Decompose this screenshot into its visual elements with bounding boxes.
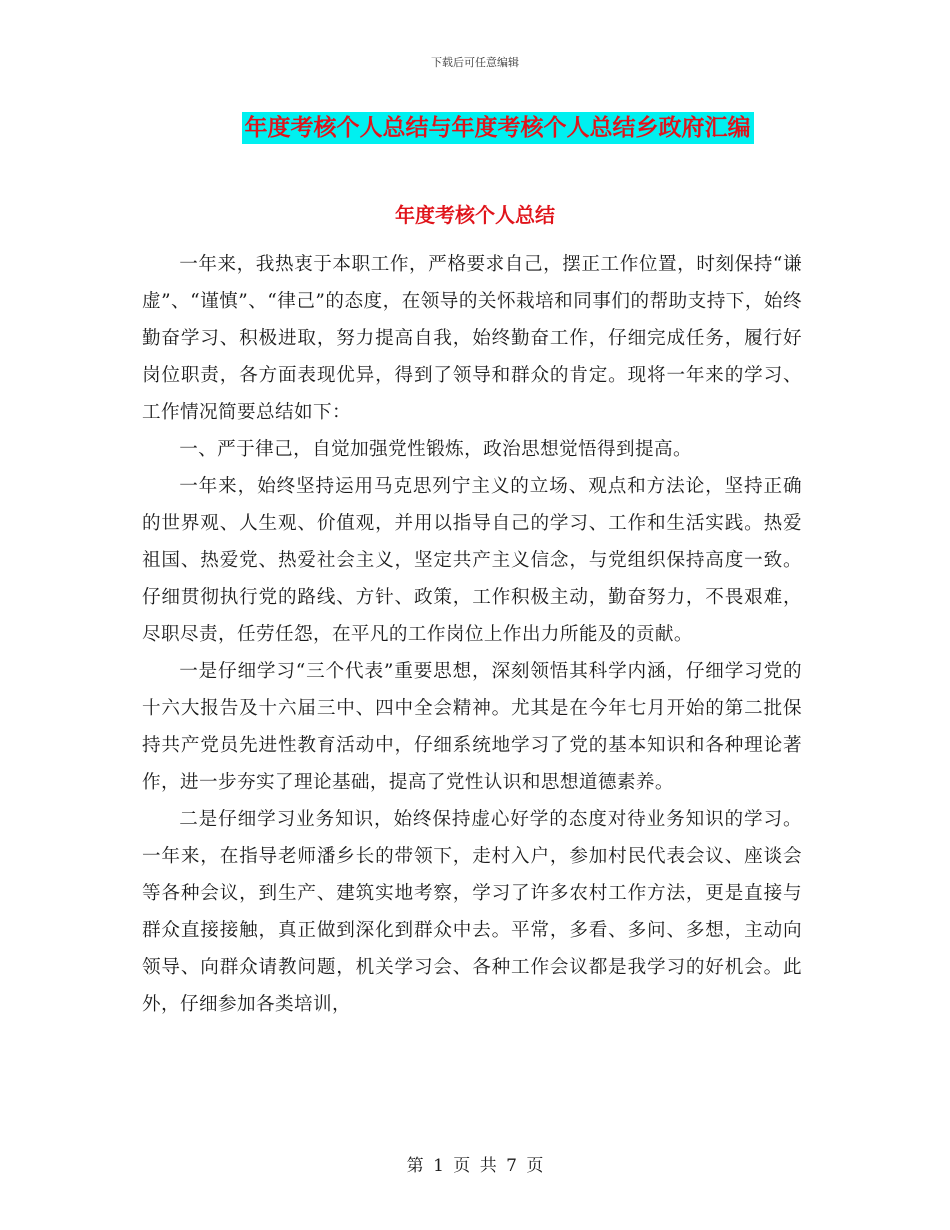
main-title-container <box>0 112 950 144</box>
paragraph-political: 一年来，始终坚持运用马克思列宁主义的立场、观点和方法论，坚持正确的世界观、人生观、价值观，并用以指导自己的学习、工作和生活实践。热爱祖国、热爱党、热爱社会主义，坚定共产主义信念，与党组织保持高度一致。仔细贯彻执行党的路线、方针、政策，工作积极主动，勤奋努力，不畏艰难，尽职尽责，任劳任怨，在平凡的工作岗位上作出力所能及的贡献。 <box>142 476 802 645</box>
paragraph-study-theory: 一是仔细学习“三个代表”重要思想，深刻领悟其科学内涵，仔细学习党的十六大报告及十六届三中、四中全会精神。尤其是在今年七月开始的第二批保持共产党员先进性教育活动中，仔细系统地学习了党的基本知识和各种理论著作，进一步夯实了理论基础，提高了党性认识和思想道德素养。 <box>142 661 802 793</box>
main-title: 年度考核个人总结与年度考核个人总结乡政府汇编 <box>242 112 754 144</box>
paragraph-study-business: 二是仔细学习业务知识，始终保持虚心好学的态度对待业务知识的学习。一年来，在指导老师潘乡长的带领下，走村入户，参加村民代表会议、座谈会等各种会议，到生产、建筑实地考察，学习了许多农村工作方法，更是直接与群众直接接触，真正做到深化到群众中去。平常，多看、多问、多想，主动向领导、向群众请教问题，机关学习会、各种工作会议都是我学习的好机会。此外，仔细参加各类培训， <box>142 809 802 1015</box>
body-text <box>142 246 802 1023</box>
paragraph-heading-1: 一、严于律己，自觉加强党性锻炼，政治思想觉悟得到提高。 <box>179 439 693 460</box>
page-number-footer: 第 1 页 共 7 页 <box>406 1156 544 1176</box>
header-note: 下载后可任意编辑 <box>431 56 519 69</box>
section-title: 年度考核个人总结 <box>395 203 555 227</box>
paragraph-intro: 一年来，我热衷于本职工作，严格要求自己，摆正工作位置，时刻保持“谦虚”、“谨慎”、“律己”的态度，在领导的关怀栽培和同事们的帮助支持下，始终勤奋学习、积极进取，努力提高自我，始终勤奋工作，仔细完成任务，履行好岗位职责，各方面表现优异，得到了领导和群众的肯定。现将一年来的学习、工作情况简要总结如下： <box>142 254 802 423</box>
